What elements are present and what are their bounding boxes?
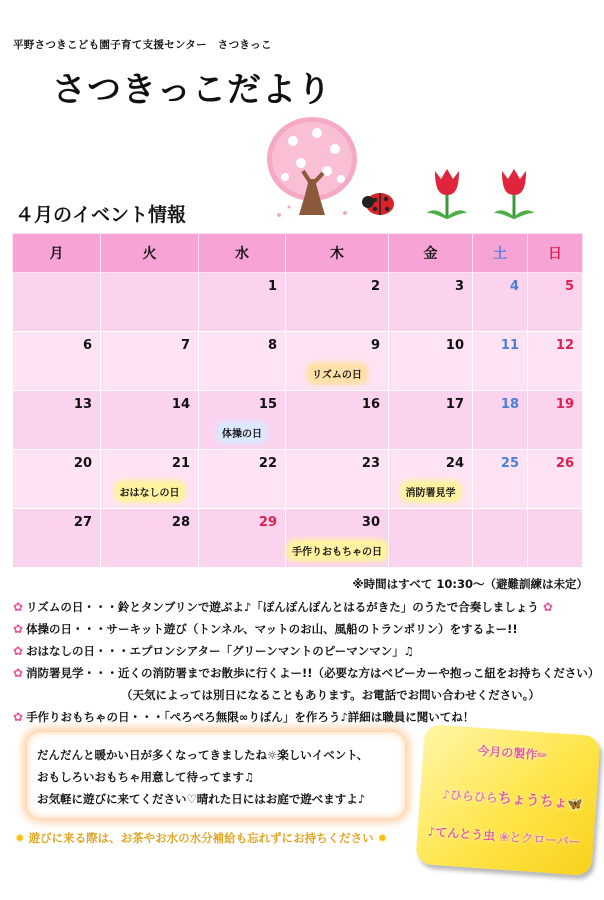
day-number: [473, 509, 527, 515]
detail-text: 消防署見学・・・近くの消防署までお散歩に行くよー!!（必要な方はベビーカーや抱っこ紐をお持ちください）: [26, 666, 600, 680]
day-cell: [389, 273, 473, 332]
day-cell: [286, 450, 389, 509]
day-number: 11: [500, 338, 519, 353]
flower-icon: ✿: [538, 600, 553, 614]
day-number: [101, 273, 198, 279]
day-number: 24: [445, 456, 464, 471]
flower-icon: ✿: [13, 600, 24, 614]
detail-line: [13, 618, 598, 640]
day-cell: [528, 450, 583, 509]
weekday-tue: 火: [101, 234, 199, 273]
day-cell: [199, 450, 286, 509]
detail-line: [13, 684, 598, 706]
day-number: 21: [171, 456, 190, 471]
tulip-icon: [425, 165, 469, 223]
calendar-week: [13, 450, 583, 509]
day-number: 1: [267, 279, 277, 294]
day-cell: [13, 391, 101, 450]
message-line: だんだんと暖かい日が多くなってきましたね☼楽しいイベント、: [37, 748, 369, 762]
day-cell: [473, 273, 528, 332]
day-number: 27: [73, 515, 92, 530]
day-number: 26: [555, 456, 574, 471]
butterfly-icon: 🦋: [567, 796, 584, 812]
day-number: 9: [370, 338, 380, 353]
event-label-shobosho: 消防署見学: [403, 483, 459, 500]
flower-icon: ✿: [13, 666, 24, 680]
event-label-rhythm: リズムの日: [309, 365, 365, 382]
day-cell: [13, 332, 101, 391]
day-number: 22: [258, 456, 277, 471]
craft-item-main: てんとう虫: [434, 825, 496, 844]
day-cell: [101, 332, 199, 391]
craft-item-main: ちょうちょ: [497, 790, 569, 812]
time-note: ※時間はすべて 10:30～（避難訓練は未定）: [352, 577, 588, 591]
weekday-wed: 水: [199, 234, 286, 273]
day-number: 13: [73, 397, 92, 412]
day-cell: [286, 332, 389, 391]
day-cell: [286, 391, 389, 450]
cherry-tree-icon: [265, 115, 359, 225]
day-cell: [286, 509, 389, 568]
calendar-week: [13, 273, 583, 332]
day-cell: [473, 450, 528, 509]
ladybug-icon: [360, 188, 396, 216]
detail-text: 手作りおもちゃの日・・・「ぺろぺろ無限∞りぼん」を作ろう♪詳細は職員に聞いてね！: [26, 710, 475, 724]
day-number: 30: [361, 515, 380, 530]
day-number: 29: [258, 515, 277, 530]
day-cell: [389, 332, 473, 391]
craft-title-text: 今月の製作: [476, 743, 538, 762]
day-cell: [101, 273, 199, 332]
day-cell: [101, 391, 199, 450]
weekday-fri: 金: [389, 234, 473, 273]
day-cell: [473, 391, 528, 450]
day-cell: [199, 509, 286, 568]
weekday-sun: 日: [528, 234, 583, 273]
day-number: 8: [267, 338, 277, 353]
flower-icon: ✿: [13, 622, 24, 636]
event-label-taiso: 体操の日: [219, 424, 265, 441]
flower-icon: ✿: [13, 644, 24, 658]
tulip-icon: [492, 165, 536, 223]
day-number: 19: [555, 397, 574, 412]
craft-item-ladybug: ♪てんとう虫 ❀とクローバー: [427, 824, 582, 850]
day-number: 20: [73, 456, 92, 471]
day-cell: [528, 509, 583, 568]
day-cell: [13, 273, 101, 332]
day-number: [389, 509, 472, 515]
day-number: 12: [555, 338, 574, 353]
sun-icon: ✹: [15, 831, 29, 845]
detail-text: おはなしの日・・・エプロンシアター「グリーンマントのピーマンマン」♫: [26, 644, 415, 658]
weekday-sat: 土: [473, 234, 528, 273]
calendar-week: [13, 391, 583, 450]
day-number: [528, 509, 582, 515]
day-number: 10: [445, 338, 464, 353]
event-calendar: [12, 233, 583, 568]
detail-text: （天気によっては別日になることもあります。お電話でお問い合わせください。）: [121, 688, 540, 702]
pencil-icon: ✏: [536, 747, 548, 763]
day-cell: [13, 450, 101, 509]
day-cell: [528, 391, 583, 450]
day-number: [13, 273, 100, 279]
detail-line: [13, 596, 598, 618]
day-number: 16: [361, 397, 380, 412]
day-cell: [199, 273, 286, 332]
day-cell: [473, 332, 528, 391]
event-details: [13, 596, 598, 728]
day-cell: [389, 391, 473, 450]
day-cell: [528, 273, 583, 332]
message-box: [27, 732, 405, 818]
day-number: 17: [445, 397, 464, 412]
day-number: 15: [258, 397, 277, 412]
detail-line: [13, 662, 598, 684]
craft-title: [477, 742, 548, 764]
day-cell: [13, 509, 101, 568]
day-number: 18: [500, 397, 519, 412]
day-number: 14: [171, 397, 190, 412]
day-number: 4: [509, 279, 519, 294]
detail-text: 体操の日・・・サーキット遊び（トンネル、マットのお山、風船のトランポリン）をするよー!!: [26, 622, 518, 636]
day-cell: [286, 273, 389, 332]
monthly-craft-card: [415, 724, 600, 876]
day-cell: [528, 332, 583, 391]
weekday-mon: 月: [13, 234, 101, 273]
bottom-note: [15, 830, 387, 846]
calendar-week: [13, 509, 583, 568]
day-cell: [101, 450, 199, 509]
event-label-tezukuri: 手作りおもちゃの日: [289, 542, 385, 559]
day-number: 5: [564, 279, 574, 294]
organization-name: 平野さつきこども園子育て支援センター さつきっこ: [13, 39, 272, 51]
day-number: 28: [171, 515, 190, 530]
month-events-heading: ４月のイベント情報: [15, 204, 187, 226]
day-cell: [389, 509, 473, 568]
flower-icon: ❀: [498, 829, 510, 845]
detail-line: [13, 706, 598, 728]
day-number: 23: [361, 456, 380, 471]
message-line: お気軽に遊びに来てください♡晴れた日にはお庭で遊べますよ♪: [37, 792, 366, 806]
craft-item-suffix: とクローバー: [508, 830, 582, 850]
detail-line: [13, 640, 598, 662]
bottom-note-text: 遊びに来る際は、お茶やお水の水分補給も忘れずにお持ちください: [28, 831, 374, 845]
craft-item-prefix: ひらひら: [449, 787, 499, 806]
flower-icon: ✿: [13, 710, 24, 724]
day-cell: [199, 332, 286, 391]
day-cell: [199, 391, 286, 450]
message-line: おもしろいおもちゃ用意して待ってます♫: [37, 770, 255, 784]
weekday-thu: 木: [286, 234, 389, 273]
newsletter-title: さつきっこだより: [52, 70, 332, 110]
sun-icon: ✹: [373, 831, 388, 845]
detail-text: リズムの日・・・鈴とタンブリンで遊ぶよ♪「ぽんぽんぽんとはるがきた」のうたで合奏しましょう: [26, 600, 539, 614]
day-number: 3: [454, 279, 464, 294]
day-cell: [473, 509, 528, 568]
day-number: 7: [180, 338, 190, 353]
calendar-week: [13, 332, 583, 391]
day-number: 2: [370, 279, 380, 294]
weekday-header-row: [13, 234, 583, 273]
day-cell: [389, 450, 473, 509]
day-number: 6: [82, 338, 92, 353]
event-label-ohanashi: おはなしの日: [117, 483, 183, 500]
day-number: 25: [500, 456, 519, 471]
day-cell: [101, 509, 199, 568]
craft-item-butterfly: ♪ひらひらちょうちょ🦋: [441, 787, 584, 812]
